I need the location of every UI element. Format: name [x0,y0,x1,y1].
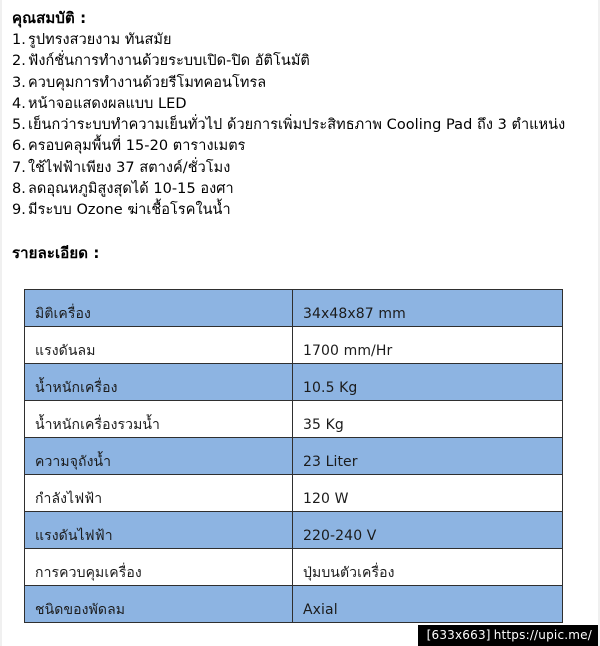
feature-number: 3. [12,74,26,91]
spec-value: 34x48x87 mm [293,289,563,326]
spec-label: น้ำหนักเครื่องรวมน้ำ [25,400,293,437]
spec-value: Axial [293,585,563,622]
feature-text: ควบคุมการทำงานด้วยรีโมทคอนโทรล [28,74,267,91]
feature-item [12,136,598,157]
table-row [25,326,563,363]
watermark-url[interactable]: https://upic.me/ [493,628,592,642]
watermark-dimensions: [633x663] [426,628,491,642]
feature-text: หน้าจอแสดงผลแบบ LED [28,95,187,112]
feature-number: 1. [12,32,26,48]
spec-value: ปุ่มบนตัวเครื่อง [293,548,563,585]
table-row [25,437,563,474]
spec-value: 120 W [293,474,563,511]
table-row [25,400,563,437]
feature-text: ครอบคลุมพื้นที่ 15-20 ตารางเมตร [28,138,246,155]
feature-item [12,179,598,200]
watermark-bar [418,625,598,646]
spec-label: ความจุถังน้ำ [25,437,293,474]
spec-value: 1700 mm/Hr [293,326,563,363]
spec-value: 23 Liter [293,437,563,474]
spec-table-body [25,289,563,622]
table-row [25,511,563,548]
spec-label: แรงดันลม [25,326,293,363]
feature-number: 2. [12,53,26,70]
spec-value: 220-240 V [293,511,563,548]
spec-label: การควบคุมเครื่อง [25,548,293,585]
table-row [25,289,563,326]
features-heading: คุณสมบัติ : [12,9,87,27]
feature-number: 5. [12,117,26,134]
feature-item [12,51,598,72]
table-row [25,363,563,400]
spec-label: กำลังไฟฟ้า [25,474,293,511]
feature-item [12,30,598,51]
feature-number: 4. [12,95,26,112]
spec-label: แรงดันไฟฟ้า [25,511,293,548]
feature-item [12,73,598,94]
feature-text: รูปทรงสวยงาม ทันสมัย [28,32,172,48]
feature-item [12,158,598,179]
features-section [2,0,598,222]
feature-number: 8. [12,181,26,198]
details-heading: รายละเอียด : [12,243,100,262]
feature-number: 7. [12,159,26,176]
feature-text: มีระบบ Ozone ฆ่าเชื้อโรคในน้ำ [28,202,231,219]
table-row [25,585,563,622]
table-row [25,474,563,511]
feature-text: เย็นกว่าระบบทำความเย็นทั่วไป ด้วยการเพิ่มประสิทธภาพ Cooling Pad ถึง 3 ตำแหน่ง [28,117,566,134]
table-row [25,548,563,585]
feature-text: ฟังก์ชั่นการทำงานด้วยระบบเปิด-ปิด อัติโนมัติ [28,53,310,70]
spec-label: มิติเครื่อง [25,289,293,326]
spec-table-wrapper [24,289,562,623]
feature-text: ใช้ไฟฟ้าเพียง 37 สตางค์/ชั่วโมง [28,159,231,176]
spec-value: 10.5 Kg [293,363,563,400]
feature-item [12,115,598,136]
feature-text: ลดอุณหภูมิสูงสุดได้ 10-15 องศา [28,181,234,198]
spec-label: ชนิดของพัดลม [25,585,293,622]
spec-label: น้ำหนักเครื่อง [25,363,293,400]
feature-item [12,94,598,115]
spec-table [24,289,563,623]
feature-number: 6. [12,138,26,155]
feature-item [12,200,598,221]
spec-value: 35 Kg [293,400,563,437]
features-list [12,30,598,222]
feature-number: 9. [12,202,26,219]
